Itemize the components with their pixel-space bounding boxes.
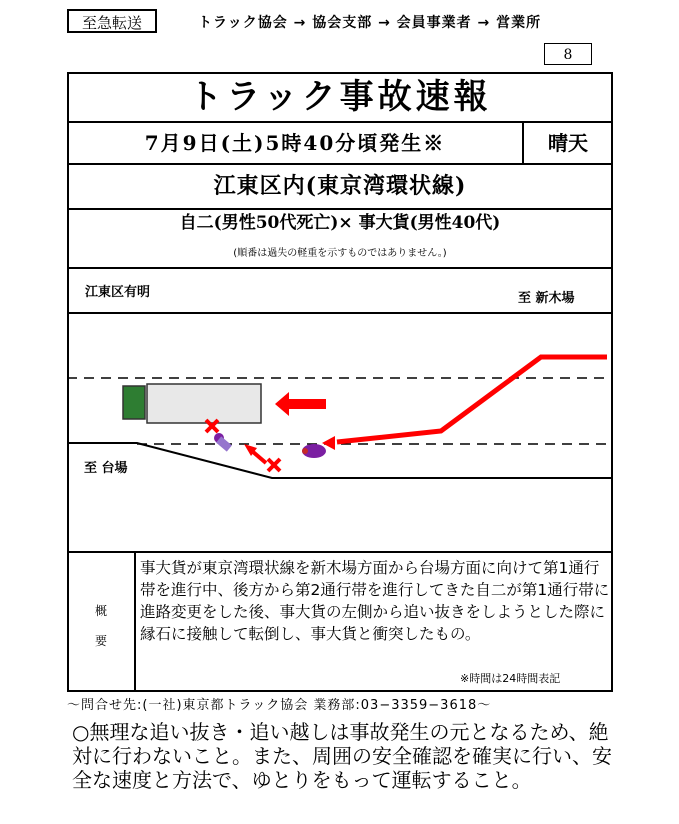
report-title: トラック事故速報 bbox=[188, 77, 492, 117]
truck-arrow-head bbox=[275, 392, 289, 416]
involved-vehicles: 自二(男性50代死亡)× 事大貨(男性40代) bbox=[179, 213, 501, 233]
impact-mark bbox=[268, 459, 280, 471]
summary-label-2: 要 bbox=[94, 634, 107, 648]
time-format-note: ※時間は24時間表記 bbox=[460, 672, 561, 685]
place-label-daiba: 至 台場 bbox=[84, 461, 128, 476]
accident-location: 江東区内(東京湾環状線) bbox=[213, 173, 467, 199]
road-edge-curb bbox=[67, 443, 613, 478]
occurrence-datetime: 7月9日(土)5時40分頃発生※ bbox=[144, 131, 446, 155]
truck-direction-arrow bbox=[289, 399, 326, 409]
order-disclaimer: (順番は過失の軽重を示すものではありません。) bbox=[233, 248, 447, 259]
contact-info: 〜問合せ先:(一社)東京都トラック協会 業務部:03−3359−3618〜 bbox=[67, 698, 492, 713]
divider bbox=[67, 551, 613, 553]
summary-text: 事大貨が東京湾環状線を新木場方面から台場方面に向けて第1通行帯を進行中、後方から第2通行帯を進行してきた自二が第1通行帯に進路変更をした後、事大貨の左側から追い抜きをしようとした際に縁石に接触して転倒し、事大貨と衝突したもの。 bbox=[140, 559, 610, 643]
weather: 晴天 bbox=[548, 131, 588, 155]
urgent-forward-label: 至急転送 bbox=[67, 9, 157, 33]
summary-label bbox=[67, 552, 135, 692]
accident-diagram bbox=[67, 268, 613, 552]
motorcycle-path-arrow bbox=[337, 357, 607, 442]
summary-label-1: 概 bbox=[94, 604, 107, 618]
slide-arrow bbox=[252, 451, 266, 463]
place-label-shinkiba: 至 新木場 bbox=[518, 291, 575, 306]
safety-notice: ○無理な追い抜き・追い越しは事故発生の元となるため、絶対に行わないこと。また、周囲の安全確認を確実に行い、安全な速度と方法で、ゆとりをもって運転すること。 bbox=[72, 720, 612, 792]
place-label-ariake: 江東区有明 bbox=[85, 285, 151, 300]
truck-body bbox=[147, 384, 261, 423]
truck-cab bbox=[123, 386, 145, 419]
page-number: 8 bbox=[544, 43, 592, 65]
distribution-route: トラック協会 → 協会支部 → 会員事業者 → 営業所 bbox=[198, 15, 542, 31]
